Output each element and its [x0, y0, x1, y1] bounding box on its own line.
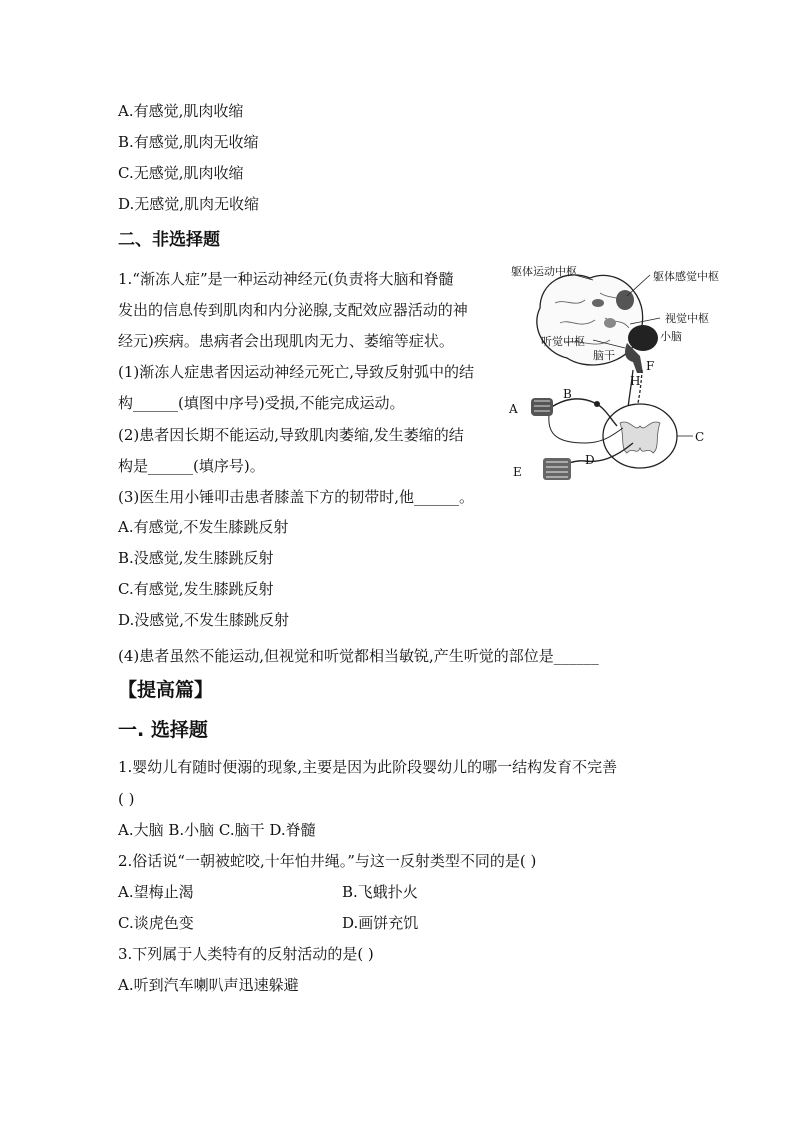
option-d: D.无感觉,肌肉无收缩	[118, 195, 260, 213]
advanced-heading: 【提高篇】	[118, 679, 214, 701]
adv-q2-option-c: C.谈虎色变	[118, 914, 194, 932]
section-heading-non-choice: 二、非选择题	[118, 230, 220, 250]
label-sensory-center: 躯体感觉中枢	[653, 270, 719, 283]
label-motor-center: 躯体运动中枢	[511, 265, 577, 278]
adv-q1-options: A.大脑 B.小脑 C.脑干 D.脊髓	[118, 821, 316, 839]
label-brainstem: 脑干	[593, 349, 615, 362]
choice-section-heading: 一. 选择题	[118, 719, 208, 741]
adv-q1-paren: ( )	[118, 790, 135, 808]
label-visual-center: 视觉中枢	[665, 312, 709, 325]
cerebellum-shape	[628, 325, 658, 351]
adv-q2-option-b: B.飞蛾扑火	[342, 883, 418, 901]
q1-text-line: 发出的信息传到肌肉和内分泌腺,支配效应器活动的神	[118, 301, 468, 319]
reflex-arc-diagram	[505, 258, 745, 493]
label-H: H	[630, 374, 641, 388]
label-B: B	[563, 387, 572, 401]
q1-text-line: 构是______(填序号)。	[118, 457, 265, 475]
adv-q2-option-d: D.画饼充饥	[342, 914, 419, 932]
adv-q3-option-a: A.听到汽车喇叭声迅速躲避	[118, 976, 299, 994]
label-F: F	[646, 359, 655, 373]
q1-text-line: (1)渐冻人症患者因运动神经元死亡,导致反射弧中的结	[118, 363, 475, 381]
option-a: A.有感觉,肌肉收缩	[118, 102, 244, 120]
q1-text-line: (3)医生用小锤叩击患者膝盖下方的韧带时,他______。	[118, 488, 475, 506]
q1-option-c: C.有感觉,发生膝跳反射	[118, 580, 274, 598]
label-E: E	[513, 465, 522, 479]
label-auditory-center: 听觉中枢	[541, 335, 585, 348]
q1-option-d: D.没感觉,不发生膝跳反射	[118, 611, 290, 629]
q1-text-line: 1.“渐冻人症”是一种运动神经元(负责将大脑和脊髓	[118, 270, 454, 288]
q1-text-line: 构______(填图中序号)受损,不能完成运动。	[118, 394, 405, 412]
adv-q1-text: 1.婴幼儿有随时便溺的现象,主要是因为此阶段婴幼儿的哪一结构发育不完善	[118, 758, 618, 776]
adv-q2-text: 2.俗话说“一朝被蛇咬,十年怕井绳。”与这一反射类型不同的是( )	[118, 852, 537, 870]
label-C: C	[695, 430, 705, 444]
q1-option-b: B.没感觉,发生膝跳反射	[118, 549, 274, 567]
adv-q2-option-a: A.望梅止渴	[118, 883, 194, 901]
label-cerebellum: 小脑	[660, 330, 682, 343]
option-b: B.有感觉,肌肉无收缩	[118, 133, 259, 151]
q1-text-line: (2)患者因长期不能运动,导致肌肉萎缩,发生萎缩的结	[118, 426, 464, 444]
q1-sub4: (4)患者虽然不能运动,但视觉和听觉都相当敏锐,产生听觉的部位是______	[118, 647, 599, 665]
q1-option-a: A.有感觉,不发生膝跳反射	[118, 518, 289, 536]
q1-text-line: 经元)疾病。患病者会出现肌肉无力、萎缩等症状。	[118, 332, 454, 350]
label-D: D	[585, 453, 595, 467]
adv-q3-text: 3.下列属于人类特有的反射活动的是( )	[118, 945, 374, 963]
label-A: A	[509, 402, 518, 416]
option-c: C.无感觉,肌肉收缩	[118, 164, 244, 182]
